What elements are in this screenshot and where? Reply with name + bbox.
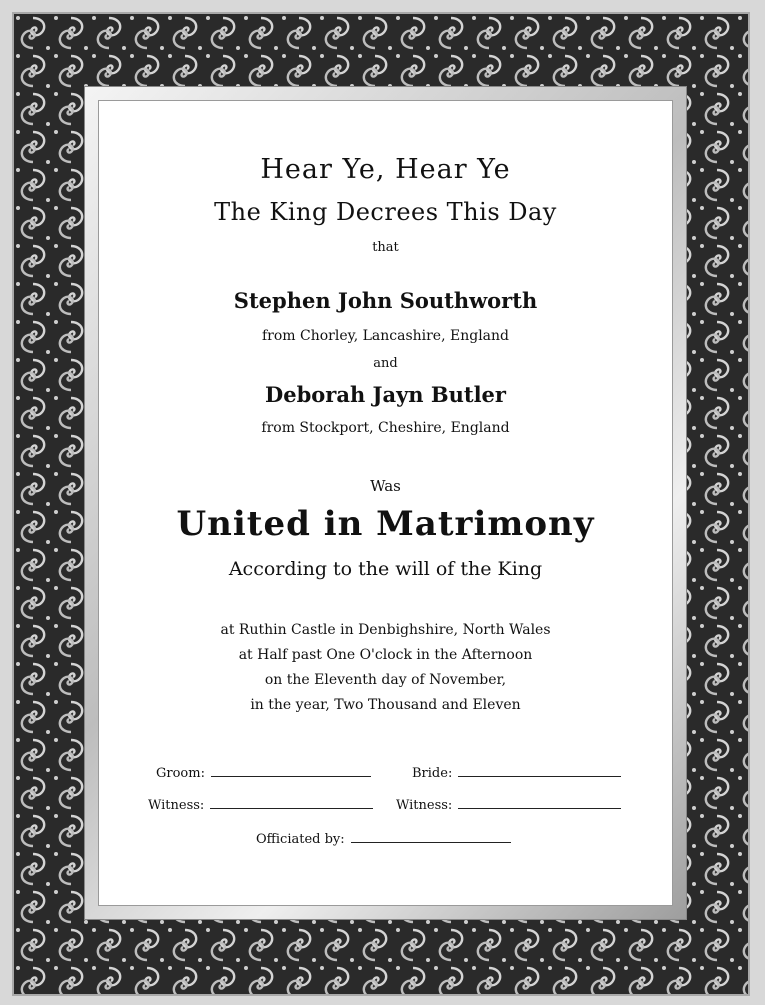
united-in-matrimony: United in Matrimony xyxy=(176,504,595,544)
bride-signature-line xyxy=(412,766,621,781)
was-text: Was xyxy=(370,477,401,495)
heading-hear-ye: Hear Ye, Hear Ye xyxy=(260,154,511,185)
officiated-label: Officiated by: xyxy=(256,832,345,847)
groom-signature-line xyxy=(156,766,371,781)
witness1-signature-line xyxy=(148,798,373,813)
officiated-signature-blank[interactable] xyxy=(351,841,511,843)
witness2-signature-line xyxy=(396,798,621,813)
that-text: that xyxy=(372,240,399,255)
witness1-signature-blank[interactable] xyxy=(210,807,373,809)
and-text: and xyxy=(373,356,398,371)
officiated-signature-line xyxy=(256,832,511,847)
bride-signature-blank[interactable] xyxy=(458,775,621,777)
groom-origin: from Chorley, Lancashire, England xyxy=(262,328,509,344)
groom-label: Groom: xyxy=(156,766,205,781)
heading-king-decrees: The King Decrees This Day xyxy=(214,198,557,226)
bride-label: Bride: xyxy=(412,766,453,781)
bride-origin: from Stockport, Cheshire, England xyxy=(261,420,510,436)
witness2-label: Witness: xyxy=(396,798,453,813)
groom-signature-blank[interactable] xyxy=(211,775,371,777)
according-text: According to the will of the King xyxy=(228,558,543,580)
witness1-label: Witness: xyxy=(148,798,205,813)
year-text: in the year, Two Thousand and Eleven xyxy=(250,697,521,713)
groom-name: Stephen John Southworth xyxy=(233,288,538,313)
bride-name: Deborah Jayn Butler xyxy=(265,382,506,407)
witness2-signature-blank[interactable] xyxy=(458,807,621,809)
day-text: on the Eleventh day of November, xyxy=(264,672,507,688)
certificate-content xyxy=(98,100,673,906)
time-text: at Half past One O'clock in the Afternoon xyxy=(238,647,533,663)
location-text: at Ruthin Castle in Denbighshire, North Wales xyxy=(220,622,551,638)
